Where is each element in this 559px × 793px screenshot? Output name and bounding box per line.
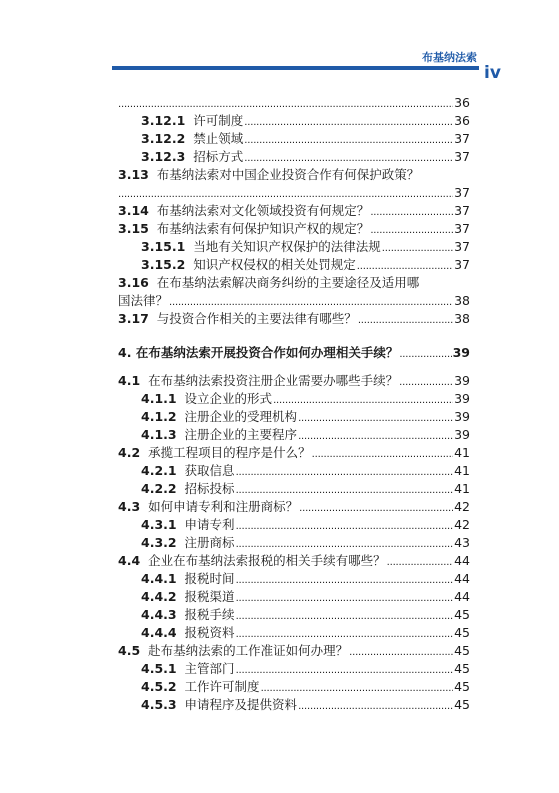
toc-title: 与投资合作相关的主要法律有哪些？ bbox=[156, 311, 357, 326]
toc-title: 申请程序及提供资料 bbox=[184, 697, 298, 712]
toc-page: 41 bbox=[454, 463, 470, 478]
toc-title: 在布基纳法索投资注册企业需要办哪些手续？ bbox=[148, 373, 399, 388]
toc-entry-3-12-3[interactable] bbox=[141, 148, 470, 166]
toc-page: 41 bbox=[454, 481, 470, 496]
toc-title: 设立企业的形式 bbox=[184, 391, 273, 406]
toc-entry-3-13-title[interactable] bbox=[118, 166, 419, 184]
leader-dots bbox=[312, 448, 453, 462]
toc-entry-4-5[interactable] bbox=[118, 642, 470, 660]
leader-dots bbox=[118, 98, 453, 112]
toc-page: 45 bbox=[454, 643, 470, 658]
toc-entry-3-12-1[interactable] bbox=[141, 112, 470, 130]
toc-entry-4-3-2[interactable] bbox=[141, 534, 470, 552]
toc-entry-4-4[interactable] bbox=[118, 552, 470, 570]
toc-page: 37 bbox=[454, 221, 470, 236]
leader-dots bbox=[261, 682, 454, 696]
toc-number: 3.16 bbox=[118, 275, 149, 290]
toc-entry-4-3-1[interactable] bbox=[141, 516, 470, 534]
toc-page: 38 bbox=[454, 293, 470, 308]
toc-page: 45 bbox=[454, 697, 470, 712]
toc-number: 4.2 bbox=[118, 445, 141, 460]
toc-number: 3.17 bbox=[118, 311, 149, 326]
toc-number: 4.4.4 bbox=[141, 625, 177, 640]
leader-dots bbox=[236, 664, 454, 678]
toc-title: 知识产权侵权的相关处罚规定 bbox=[193, 257, 356, 272]
toc-entry-3-14[interactable] bbox=[118, 202, 470, 220]
toc-title: 招标方式 bbox=[193, 149, 244, 164]
leader-dots bbox=[357, 260, 453, 274]
leader-dots bbox=[382, 242, 453, 256]
toc-page: 45 bbox=[454, 625, 470, 640]
leader-dots bbox=[298, 700, 453, 714]
toc-title: 如何申请专利和注册商标？ bbox=[148, 499, 299, 514]
toc-page: 36 bbox=[454, 95, 470, 110]
toc-page: 44 bbox=[454, 571, 470, 586]
toc-entry-4-3[interactable] bbox=[118, 498, 470, 516]
leader-dots bbox=[236, 484, 454, 498]
toc-page: 42 bbox=[454, 517, 470, 532]
leader-dots bbox=[169, 296, 453, 310]
toc-page: 37 bbox=[454, 149, 470, 164]
toc-page: 39 bbox=[454, 427, 470, 442]
toc-entry-4-4-1[interactable] bbox=[141, 570, 470, 588]
toc-title: 布基纳法索有何保护知识产权的规定？ bbox=[156, 221, 370, 236]
leader-dots bbox=[349, 646, 453, 660]
toc-entry-4-2[interactable] bbox=[118, 444, 470, 462]
leader-dots bbox=[399, 376, 453, 390]
toc-title: 布基纳法索对中国企业投资合作有何保护政策？ bbox=[156, 167, 420, 182]
leader-dots bbox=[236, 574, 454, 588]
toc-page: 45 bbox=[454, 607, 470, 622]
leader-dots bbox=[236, 592, 454, 606]
toc-number: 4.5.2 bbox=[141, 679, 177, 694]
toc-number: 4.5 bbox=[118, 643, 141, 658]
toc-title: 禁止领域 bbox=[193, 131, 244, 146]
toc-title: 获取信息 bbox=[184, 463, 235, 478]
toc-title: 注册商标 bbox=[184, 535, 235, 550]
toc-title: 招标投标 bbox=[184, 481, 235, 496]
toc-entry-4-4-2[interactable] bbox=[141, 588, 470, 606]
toc-page: 39 bbox=[454, 409, 470, 424]
toc-page: 38 bbox=[454, 311, 470, 326]
toc-page: 39 bbox=[452, 345, 470, 360]
toc-number: 3.15.2 bbox=[141, 257, 186, 272]
toc-page: 39 bbox=[454, 391, 470, 406]
toc-title: 报税渠道 bbox=[184, 589, 235, 604]
toc-number: 4.3.2 bbox=[141, 535, 177, 550]
toc-title: 承揽工程项目的程序是什么？ bbox=[148, 445, 311, 460]
toc-title: 报税资料 bbox=[184, 625, 235, 640]
leader-dots bbox=[236, 628, 454, 642]
toc-entry-4-5-3[interactable] bbox=[141, 696, 470, 714]
leader-dots bbox=[370, 206, 453, 220]
leader-dots bbox=[236, 466, 454, 480]
leader-dots bbox=[387, 556, 453, 570]
toc-entry-3-15-2[interactable] bbox=[141, 256, 470, 274]
toc-entry-continuation[interactable] bbox=[118, 94, 470, 112]
toc-number: 4.5.1 bbox=[141, 661, 177, 676]
toc-number: 4.1.2 bbox=[141, 409, 177, 424]
toc-entry-4-1[interactable] bbox=[118, 372, 470, 390]
toc-title: 主管部门 bbox=[184, 661, 235, 676]
leader-dots bbox=[358, 314, 453, 328]
toc-page: 45 bbox=[454, 679, 470, 694]
toc-number: 4.4.3 bbox=[141, 607, 177, 622]
toc-entry-4-4-4[interactable] bbox=[141, 624, 470, 642]
toc-number: 4.3.1 bbox=[141, 517, 177, 532]
leader-dots bbox=[236, 520, 454, 534]
toc-page: 43 bbox=[454, 535, 470, 550]
toc-number: 3.13 bbox=[118, 167, 149, 182]
leader-dots bbox=[298, 412, 453, 426]
toc-entry-3-17[interactable] bbox=[118, 310, 470, 328]
leader-dots bbox=[273, 394, 453, 408]
toc-title: 当地有关知识产权保护的法律法规 bbox=[193, 239, 381, 254]
leader-dots bbox=[244, 152, 453, 166]
toc-number: 4. bbox=[118, 345, 132, 360]
toc-page: 37 bbox=[454, 257, 470, 272]
leader-dots bbox=[370, 224, 453, 238]
toc-page: 39 bbox=[454, 373, 470, 388]
leader-dots bbox=[299, 502, 453, 516]
toc-number: 4.2.2 bbox=[141, 481, 177, 496]
toc-entry-4-1-1[interactable] bbox=[141, 390, 470, 408]
toc-entry-4-2-2[interactable] bbox=[141, 480, 470, 498]
toc-entry-chapter-4[interactable] bbox=[118, 344, 470, 362]
toc-entry-3-16-page[interactable] bbox=[118, 292, 470, 310]
toc-entry-3-15[interactable] bbox=[118, 220, 470, 238]
toc-number: 3.14 bbox=[118, 203, 149, 218]
toc-entry-4-4-3[interactable] bbox=[141, 606, 470, 624]
toc-number: 4.3 bbox=[118, 499, 141, 514]
toc-entry-4-2-1[interactable] bbox=[141, 462, 470, 480]
toc-entry-3-13-page[interactable] bbox=[118, 184, 470, 202]
toc-entry-4-5-1[interactable] bbox=[141, 660, 470, 678]
toc-title: 许可制度 bbox=[193, 113, 244, 128]
toc-title: 赴布基纳法索的工作准证如何办理？ bbox=[148, 643, 349, 658]
toc-page: 36 bbox=[454, 113, 470, 128]
leader-dots bbox=[399, 348, 451, 362]
toc-number: 3.12.3 bbox=[141, 149, 186, 164]
toc-title: 布基纳法索对文化领域投资有何规定？ bbox=[156, 203, 370, 218]
toc-number: 4.5.3 bbox=[141, 697, 177, 712]
toc-number: 4.4.2 bbox=[141, 589, 177, 604]
toc-page: 45 bbox=[454, 661, 470, 676]
toc-number: 3.15.1 bbox=[141, 239, 186, 254]
toc-number: 3.12.1 bbox=[141, 113, 186, 128]
toc-number: 3.15 bbox=[118, 221, 149, 236]
toc-entry-4-1-3[interactable] bbox=[141, 426, 470, 444]
toc-number: 4.1.3 bbox=[141, 427, 177, 442]
toc-number: 4.1 bbox=[118, 373, 141, 388]
toc-title: 在布基纳法索解决商务纠纷的主要途径及适用哪 bbox=[156, 275, 420, 290]
leader-dots bbox=[244, 116, 453, 130]
leader-dots bbox=[236, 610, 454, 624]
toc-page: 42 bbox=[454, 499, 470, 514]
toc-title: 工作许可制度 bbox=[184, 679, 260, 694]
toc-title: 企业在布基纳法索报税的相关手续有哪些？ bbox=[148, 553, 386, 568]
toc-title: 注册企业的主要程序 bbox=[184, 427, 298, 442]
toc-number: 4.4.1 bbox=[141, 571, 177, 586]
leader-dots bbox=[236, 538, 454, 552]
toc-entry-3-15-1[interactable] bbox=[141, 238, 470, 256]
toc-page: 44 bbox=[454, 553, 470, 568]
toc-title: 报税手续 bbox=[184, 607, 235, 622]
toc-page: 37 bbox=[454, 131, 470, 146]
page-number: iv bbox=[484, 63, 501, 83]
toc-entry-4-5-2[interactable] bbox=[141, 678, 470, 696]
toc-number: 4.4 bbox=[118, 553, 141, 568]
toc-title: 在布基纳法索开展投资合作如何办理相关手续？ bbox=[135, 345, 399, 360]
toc-number: 4.1.1 bbox=[141, 391, 177, 406]
toc-page: 37 bbox=[454, 185, 470, 200]
toc-title: 注册企业的受理机构 bbox=[184, 409, 298, 424]
toc-title-continued: 国法律？ bbox=[118, 293, 169, 308]
toc-title: 报税时间 bbox=[184, 571, 235, 586]
toc-title: 申请专利 bbox=[184, 517, 235, 532]
toc-entry-3-16-title[interactable] bbox=[118, 274, 419, 292]
header-title: 布基纳法索 bbox=[422, 51, 477, 64]
leader-dots bbox=[118, 188, 453, 202]
toc-page: 44 bbox=[454, 589, 470, 604]
leader-dots bbox=[298, 430, 453, 444]
toc-number: 4.2.1 bbox=[141, 463, 177, 478]
leader-dots bbox=[244, 134, 453, 148]
toc-entry-3-12-2[interactable] bbox=[141, 130, 470, 148]
toc-page: 41 bbox=[454, 445, 470, 460]
toc-page: 37 bbox=[454, 239, 470, 254]
toc-number: 3.12.2 bbox=[141, 131, 186, 146]
toc-page: 37 bbox=[454, 203, 470, 218]
toc-entry-4-1-2[interactable] bbox=[141, 408, 470, 426]
